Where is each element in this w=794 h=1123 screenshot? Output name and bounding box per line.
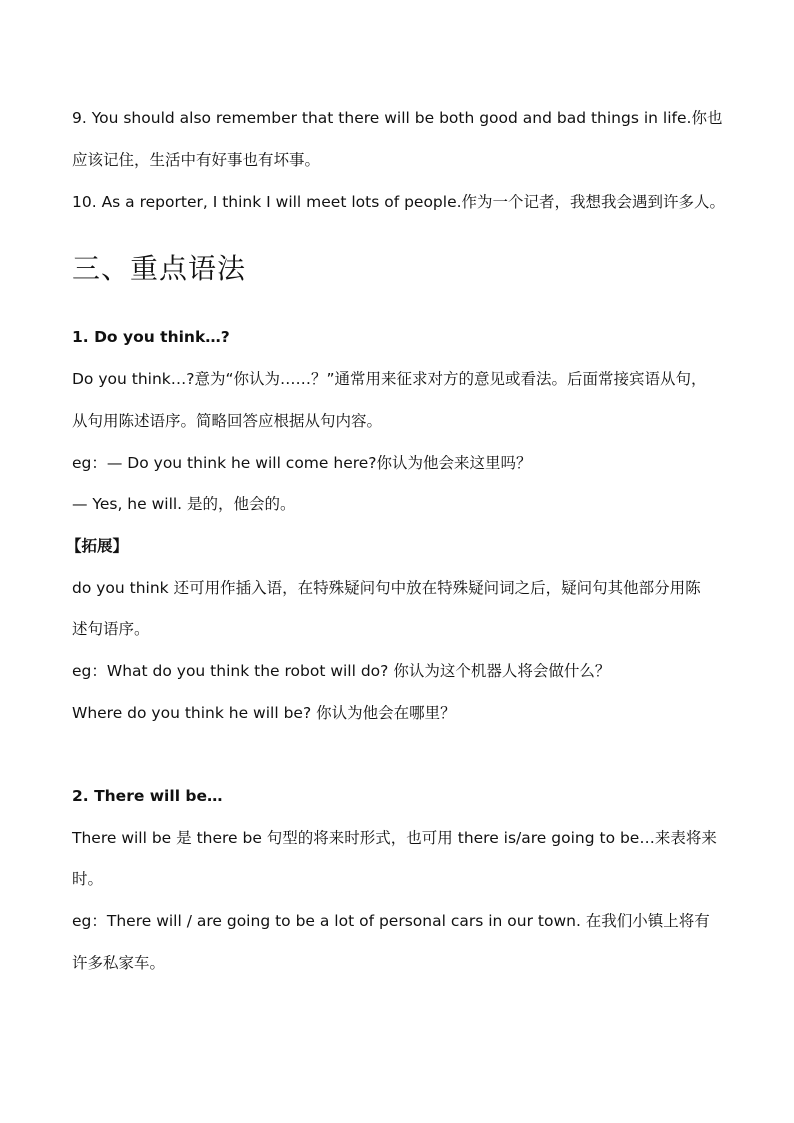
extension-label: 【拓展】 bbox=[66, 537, 129, 555]
grammar-1-example-answer: — Yes, he will. 是的，他会的。 bbox=[72, 495, 296, 513]
grammar-1-example-question: eg：— Do you think he will come here?你认为他会来这里吗？ bbox=[72, 454, 532, 472]
extension-line-2: 述句语序。 bbox=[72, 620, 150, 638]
section-heading: 三、重点语法 bbox=[72, 252, 247, 285]
sentence-9-line-2: 应该记住，生活中有好事也有坏事。 bbox=[72, 151, 321, 169]
grammar-1-desc-line-1: Do you think…?意为“你认为……？”通常用来征求对方的意见或看法。后面常接宾语从句， bbox=[72, 370, 707, 388]
extension-line-1: do you think 还可用作插入语，在特殊疑问句中放在特殊疑问词之后，疑问句其他部分用陈 bbox=[72, 579, 701, 597]
grammar-1-desc-line-2: 从句用陈述语序。简略回答应根据从句内容。 bbox=[72, 412, 383, 430]
sentence-9-line-1: 9. You should also remember that there will be both good and bad things in life.你也 bbox=[72, 109, 723, 127]
grammar-2-desc-line-2: 时。 bbox=[72, 870, 104, 888]
grammar-1-title: 1. Do you think…? bbox=[72, 328, 230, 346]
grammar-2-example-line-1: eg：There will / are going to be a lot of personal cars in our town. 在我们小镇上将有 bbox=[72, 912, 710, 930]
grammar-2-title: 2. There will be… bbox=[72, 787, 223, 805]
sentence-10: 10. As a reporter, I think I will meet lots of people.作为一个记者，我想我会遇到许多人。 bbox=[72, 193, 726, 211]
grammar-2-example-line-2: 许多私家车。 bbox=[72, 954, 166, 972]
extension-example-2: Where do you think he will be? 你认为他会在哪里？ bbox=[72, 704, 456, 722]
grammar-2-desc-line-1: There will be 是 there be 句型的将来时形式，也可用 there is/are going to be…来表将来 bbox=[72, 829, 717, 847]
extension-example-1: eg：What do you think the robot will do? 你认为这个机器人将会做什么？ bbox=[72, 662, 611, 680]
